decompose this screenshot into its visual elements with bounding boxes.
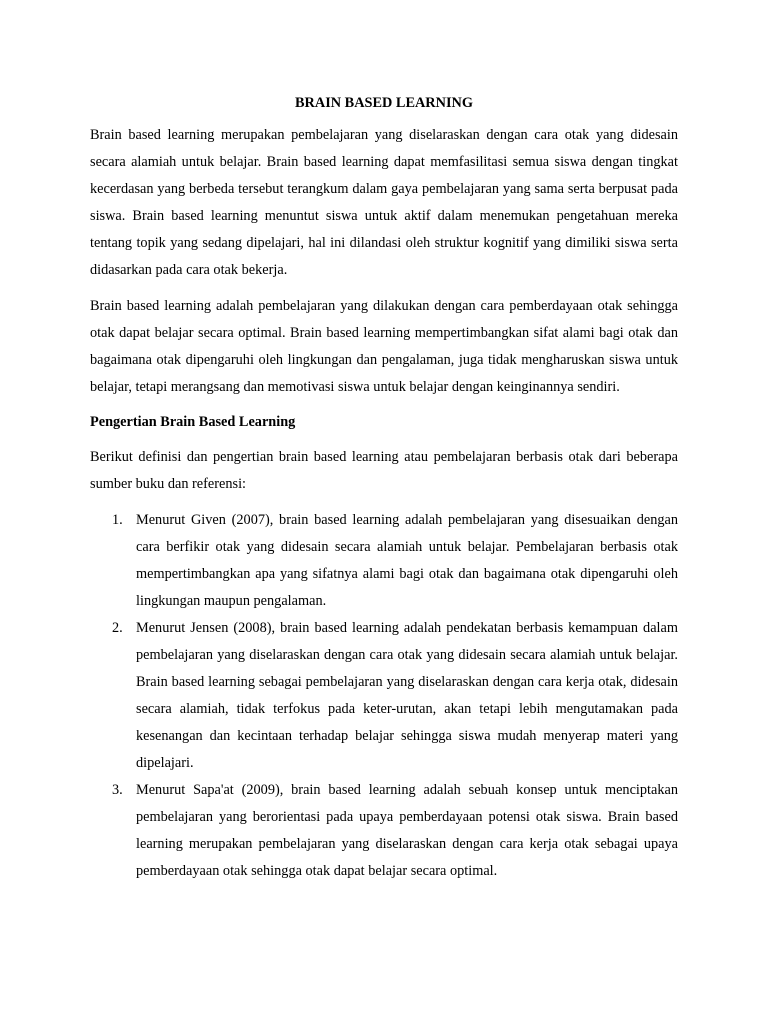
list-number: 1. — [112, 512, 123, 528]
list-item-text: Menurut Given (2007), brain based learning adalah pembelajaran yang disesuaikan dengan cara berfikir otak yang didesain secara alamiah untuk belajar. Pembelajaran berbasis otak mempertimbangkan apa yang sifatnya alami bagi otak dan bagaimana otak dipengaruhi oleh lingkungan maupun pengalaman. — [136, 512, 678, 609]
list-item — [90, 615, 678, 777]
paragraph: Brain based learning merupakan pembelajaran yang diselaraskan dengan cara otak yang didesain secara alamiah untuk belajar. Brain based learning dapat memfasilitasi semua siswa dengan tingkat kecerdasan yang berbeda tersebut terangkum dalam gaya pembelajaran yang sama serta berpusat pada siswa. Brain based learning menuntut siswa untuk aktif dalam menemukan pengetahuan mereka tentang topik yang sedang dipelajari, hal ini dilandasi oleh struktur kognitif yang dimiliki siswa serta didasarkan pada cara otak bekerja. — [90, 127, 678, 278]
list-number: 3. — [112, 782, 123, 798]
list-item — [90, 777, 678, 885]
definition-list — [90, 507, 678, 885]
section-heading: Pengertian Brain Based Learning — [90, 414, 296, 430]
list-number: 2. — [112, 620, 123, 636]
section-intro: Berikut definisi dan pengertian brain based learning atau pembelajaran berbasis otak dari beberapa sumber buku dan referensi: — [90, 449, 678, 492]
document-title: BRAIN BASED LEARNING — [295, 95, 473, 111]
list-item-text: Menurut Sapa'at (2009), brain based learning adalah sebuah konsep untuk menciptakan pembelajaran yang berorientasi pada upaya pemberdayaan potensi otak siswa. Brain based learning merupakan pembelajaran yang diselaraskan dengan cara kerja otak sebagai upaya pemberdayaan otak sehingga otak dapat belajar secara optimal. — [136, 782, 678, 879]
paragraph: Brain based learning adalah pembelajaran yang dilakukan dengan cara pemberdayaan otak sehingga otak dapat belajar secara optimal. Brain based learning mempertimbangkan sifat alami bagi otak dan bagaimana otak dipengaruhi oleh lingkungan dan pengalaman, juga tidak mengharuskan siswa untuk belajar, tetapi merangsang dan memotivasi siswa untuk belajar dengan keinginannya sendiri. — [90, 298, 678, 395]
document-page — [90, 92, 678, 885]
list-item — [90, 507, 678, 615]
list-item-text: Menurut Jensen (2008), brain based learning adalah pendekatan berbasis kemampuan dalam pembelajaran yang diselaraskan dengan cara otak yang didesain secara alamiah untuk belajar. Brain based learning sebagai pembelajaran yang diselaraskan dengan cara kerja otak, didesain secara alamiah, tidak terfokus pada keter-urutan, akan tetapi lebih mengutamakan pada kesenangan dan kecintaan terhadap belajar sehingga siswa mudah menyerap materi yang dipelajari. — [136, 620, 678, 771]
